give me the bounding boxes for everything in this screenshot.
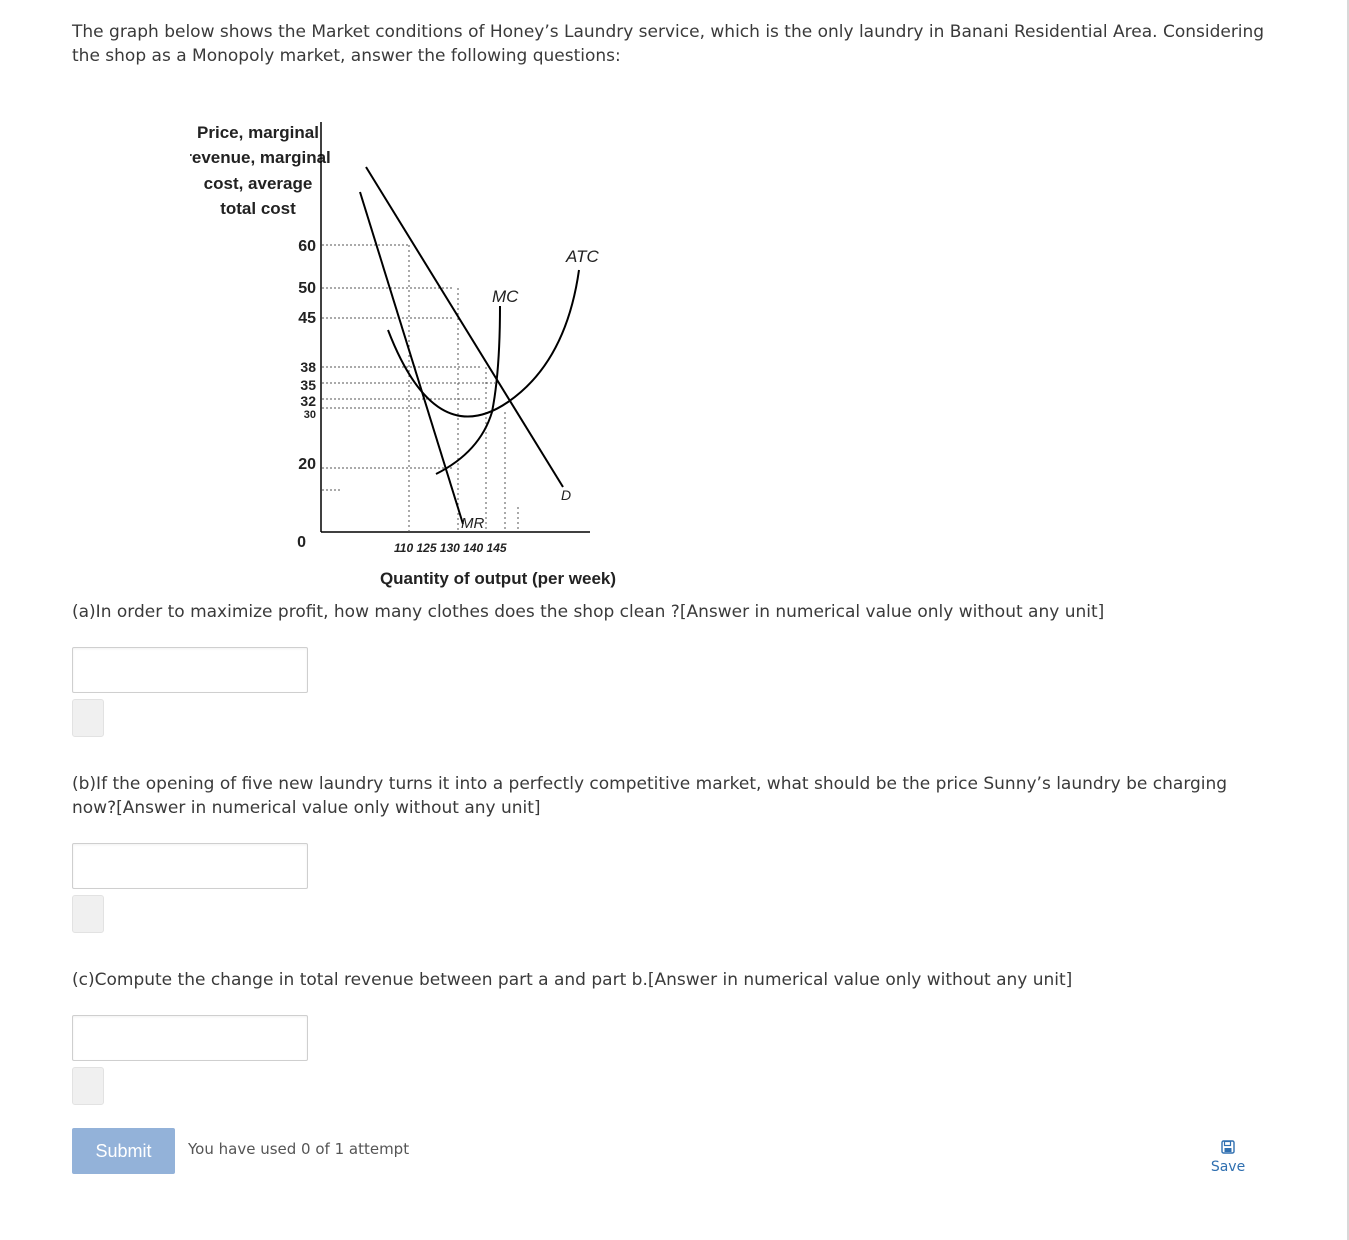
market-graph-svg <box>190 112 630 592</box>
mr-label: MR <box>461 515 485 532</box>
demand-curve <box>366 167 563 487</box>
x-tick-labels: 110 125 130 140 145 <box>394 541 507 555</box>
average-total-cost-curve <box>388 270 579 417</box>
y-tick-38: 38 <box>300 359 316 375</box>
question-c-text: (c)Compute the change in total revenue between part a and part b.[Answer in numerical value only without any unit] <box>72 970 1073 990</box>
question-a-text: (a)In order to maximize profit, how many clothes does the shop clean ?[Answer in numerical value only without any unit] <box>72 602 1105 622</box>
submit-button[interactable]: Submit <box>72 1128 175 1174</box>
y-tick-35: 35 <box>300 377 316 393</box>
answer-a-status <box>72 699 104 737</box>
y-tick-50: 50 <box>298 280 316 297</box>
y-tick-0: 0 <box>297 534 306 551</box>
problem-intro: The graph below shows the Market conditions of Honey’s Laundry service, which is the only laundry in Banani Residential Area. Considering the shop as a Monopoly market, answer the following questions: <box>72 22 1265 66</box>
save-label: Save <box>1210 1159 1246 1175</box>
y-axis-label-line-4: total cost <box>220 199 296 218</box>
x-axis-label: Quantity of output (per week) <box>379 569 617 588</box>
save-button[interactable] <box>1206 1140 1250 1175</box>
answer-a-input[interactable] <box>72 647 308 693</box>
y-tick-20: 20 <box>298 456 316 473</box>
answer-b-input[interactable] <box>72 843 308 889</box>
market-graph <box>190 112 630 592</box>
y-axis-label-line-3: cost, average <box>203 174 313 193</box>
mc-label: MC <box>492 287 519 306</box>
answer-b-status <box>72 895 104 933</box>
attempts-counter: You have used 0 of 1 attempt <box>188 1140 410 1158</box>
floppy-disk-icon <box>1221 1140 1235 1154</box>
y-tick-30: 30 <box>303 409 316 421</box>
answer-c-input[interactable] <box>72 1015 308 1061</box>
y-axis-label-line-2: revenue, marginal <box>190 148 331 167</box>
y-tick-45: 45 <box>298 310 316 327</box>
atc-label: ATC <box>566 247 599 266</box>
y-tick-32: 32 <box>300 393 316 409</box>
question-b-text: (b)If the opening of five new laundry turns it into a perfectly competitive market, what should be the price Sunny’s laundry be charging now?[Answer in numerical value only without any unit] <box>72 774 1228 818</box>
y-axis-label-line-1: Price, marginal <box>197 123 319 142</box>
y-tick-60: 60 <box>298 238 316 255</box>
d-label: D <box>561 487 572 503</box>
answer-c-status <box>72 1067 104 1105</box>
